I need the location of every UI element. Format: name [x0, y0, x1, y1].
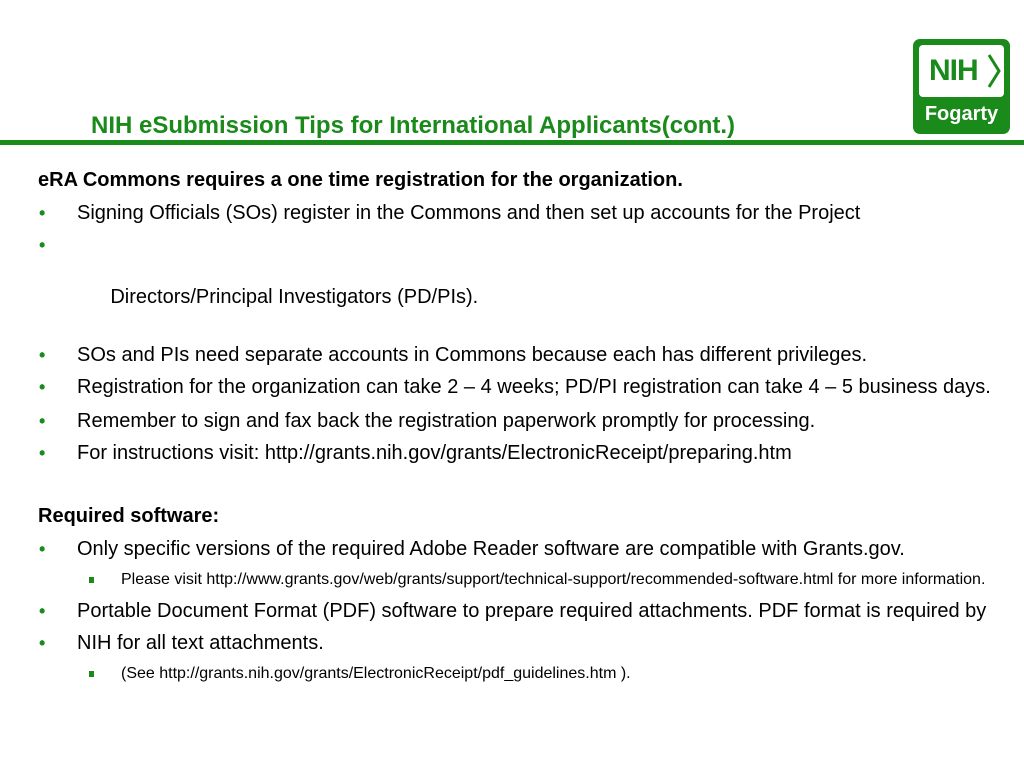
bullet-item: • Portable Document Format (PDF) software to prepare required attachments. PDF format is required by — [39, 600, 987, 622]
bullet-dot-icon: • — [39, 203, 46, 223]
logo-fogarty-text: Fogarty — [924, 103, 999, 125]
bullet-dot-icon: • — [39, 411, 46, 431]
bullet-item: • Directors/Principal Investigators (PD/PIs). — [38, 232, 1008, 336]
section-heading-era-commons: eRA Commons requires a one time registration for the organization. — [38, 169, 683, 191]
bullet-dot-icon: • — [39, 235, 46, 255]
bullet-item: • Remember to sign and fax back the registration paperwork promptly for processing. — [39, 410, 816, 432]
bullet-dot-icon: • — [39, 443, 46, 463]
bullet-item: • Only specific versions of the required Adobe Reader software are compatible with Grants.gov. — [39, 538, 905, 560]
nih-fogarty-logo — [913, 39, 1010, 134]
square-bullet-icon — [89, 577, 94, 583]
square-bullet-icon — [89, 671, 94, 677]
bullet-item: • Registration for the organization can take 2 – 4 weeks; PD/PI registration can take 4 – 5 business days. — [39, 376, 991, 398]
slide-title: NIH eSubmission Tips for International Applicants(cont.) — [91, 112, 736, 139]
chevron-right-icon — [987, 53, 1001, 89]
sub-bullet-item: Please visit http://www.grants.gov/web/grants/support/technical-support/recommended-software.html for more information. — [38, 568, 1008, 592]
sub-bullet-item: (See http://grants.nih.gov/grants/ElectronicReceipt/pdf_guidelines.htm ). — [38, 662, 1008, 686]
title-divider — [0, 140, 1024, 145]
bullet-item: • SOs and PIs need separate accounts in Commons because each has different privileges. — [39, 344, 868, 366]
slide-body — [38, 168, 1008, 686]
bullet-dot-icon: • — [39, 601, 46, 621]
bullet-dot-icon: • — [39, 539, 46, 559]
logo-nih-text: NIH — [929, 54, 978, 87]
logo-top-panel — [919, 45, 1004, 97]
bullet-dot-icon: • — [39, 345, 46, 365]
bullet-item: • For instructions visit: http://grants.nih.gov/grants/ElectronicReceipt/preparing.htm — [39, 442, 792, 464]
bullet-item: • NIH for all text attachments. — [39, 632, 324, 654]
bullet-item: • Signing Officials (SOs) register in the Commons and then set up accounts for the Project — [39, 202, 861, 224]
bullet-dot-icon: • — [39, 633, 46, 653]
section-heading-required-software: Required software: — [38, 505, 220, 527]
bullet-dot-icon: • — [39, 377, 46, 397]
